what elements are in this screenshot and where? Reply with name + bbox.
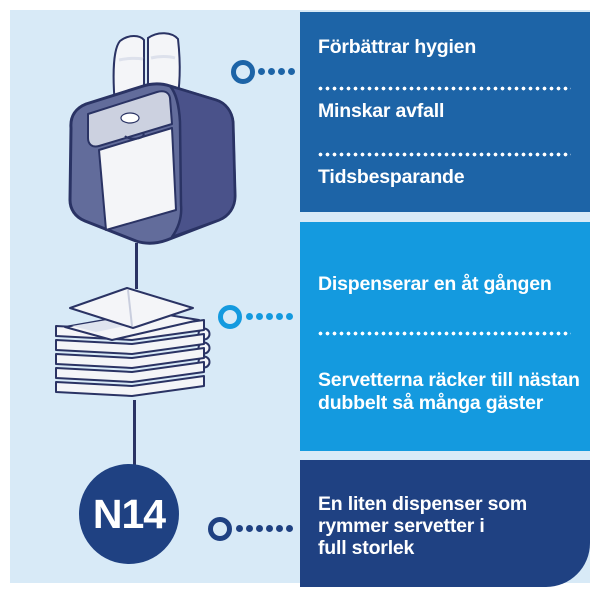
size-benefit-panel (300, 460, 590, 587)
napkin-stack-icon (42, 278, 222, 406)
connector-node-icon (231, 60, 255, 84)
dotted-divider (318, 331, 571, 336)
benefit-text: Förbättrar hygien (318, 36, 477, 58)
dotted-divider (318, 86, 571, 91)
benefit-text: Tidsbesparande (318, 166, 465, 188)
tork-logo (121, 113, 139, 123)
benefit-text: Servetterna räcker till nästan dubbelt så många gäster (318, 369, 580, 414)
dotted-connector (236, 525, 293, 532)
connector-node-icon (218, 305, 242, 329)
benefit-text: Minskar avfall (318, 100, 445, 122)
hygiene-benefits-panel (300, 12, 590, 212)
dotted-connector (246, 313, 293, 320)
dispensing-benefits-panel (300, 222, 590, 451)
benefit-text: En liten dispenser som rymmer servetter i full storlek (318, 493, 528, 559)
dotted-divider (318, 152, 571, 157)
connector-node-icon (208, 517, 232, 541)
connector-line (133, 400, 136, 465)
dispenser-side-shade (170, 86, 235, 237)
benefit-text: Dispenserar en åt gången (318, 273, 552, 295)
product-code-badge (79, 464, 179, 564)
dotted-connector (258, 68, 295, 75)
napkin-dispenser-icon (55, 28, 245, 250)
product-code-label: N14 (92, 490, 166, 537)
